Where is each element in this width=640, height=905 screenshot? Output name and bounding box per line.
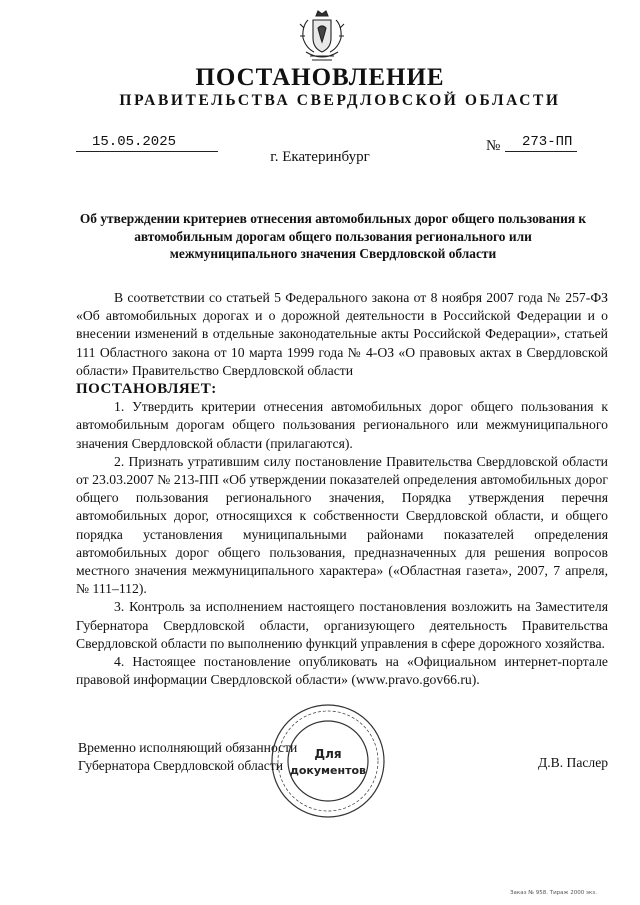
item-3-paragraph: 3. Контроль за исполнением настоящего постановления возложить на Заместителя Губернатора Свердловской области, организующего деятельность Правительства Свердловской области по выполнению функций управления в сфере дорожного хозяйства. bbox=[76, 599, 608, 651]
document-number: 273-ПП bbox=[522, 134, 573, 150]
document-body bbox=[76, 289, 608, 689]
signatory-position bbox=[78, 739, 297, 775]
signatory-position-line-2: Губернатора Свердловской области bbox=[78, 758, 284, 773]
document-date: 15.05.2025 bbox=[92, 134, 177, 150]
city: г. Екатеринбург bbox=[270, 149, 370, 165]
document-type-title: ПОСТАНОВЛЕНИЕ bbox=[195, 64, 445, 91]
number-sign: № bbox=[486, 138, 501, 154]
item-4-paragraph: 4. Настоящее постановление опубликовать на «Официальном интернет-портале правовой информации Свердловской области» (www.pravo.gov66.ru). bbox=[76, 654, 608, 688]
document-subject: Об утверждении критериев отнесения автомобильных дорог общего пользования к автомобильным дорогам общего пользования регионального или межмуниципального значения Свердловской области bbox=[79, 211, 587, 261]
coat-of-arms-emblem bbox=[298, 8, 346, 66]
resolve-heading: ПОСТАНОВЛЯЕТ: bbox=[76, 381, 217, 398]
item-2-paragraph: 2. Признать утратившим силу постановление Правительства Свердловской области от 23.03.2007 № 213-ПП «Об утверждении показателей определения автомобильных дорог общего пользования регионального значения, Порядка утверждения перечня автомобильных дорог, относящихся к собственности Свердловской области, и общего порядка установления муниципальными районами показателей определения автомобильных дорог общего пользования, предназначенных для решения вопросов местного значения межмуниципального характера» («Областная газета», 2007, 7 апреля, № 111–112). bbox=[76, 453, 608, 597]
stamp-line-1: Для bbox=[314, 747, 342, 761]
print-imprint: Заказ № 958. Тираж 2000 экз. bbox=[510, 890, 597, 896]
issuer-title: ПРАВИТЕЛЬСТВА СВЕРДЛОВСКОЙ ОБЛАСТИ bbox=[119, 92, 561, 109]
stamp-line-2: документов bbox=[289, 764, 367, 777]
item-1-paragraph: 1. Утвердить критерии отнесения автомобильных дорог общего пользования к автомобильным дорогам общего пользования регионального или межмуниципального значения Свердловской области (прилагаются). bbox=[76, 399, 608, 451]
preamble-paragraph: В соответствии со статьей 5 Федерального закона от 8 ноября 2007 года № 257-ФЗ «Об автомобильных дорогах и о дорожной деятельности в Российской Федерации и о внесении изменений в отдельные законодательные акты Российской Федерации», статьей 111 Областного закона от 10 марта 1999 года № 4-ОЗ «О правовых актах в Свердловской области» Правительство Свердловской области bbox=[76, 290, 608, 378]
signatory-name: Д.В. Паслер bbox=[538, 755, 609, 770]
signatory-position-line-1: Временно исполняющий обязанности bbox=[78, 740, 298, 755]
